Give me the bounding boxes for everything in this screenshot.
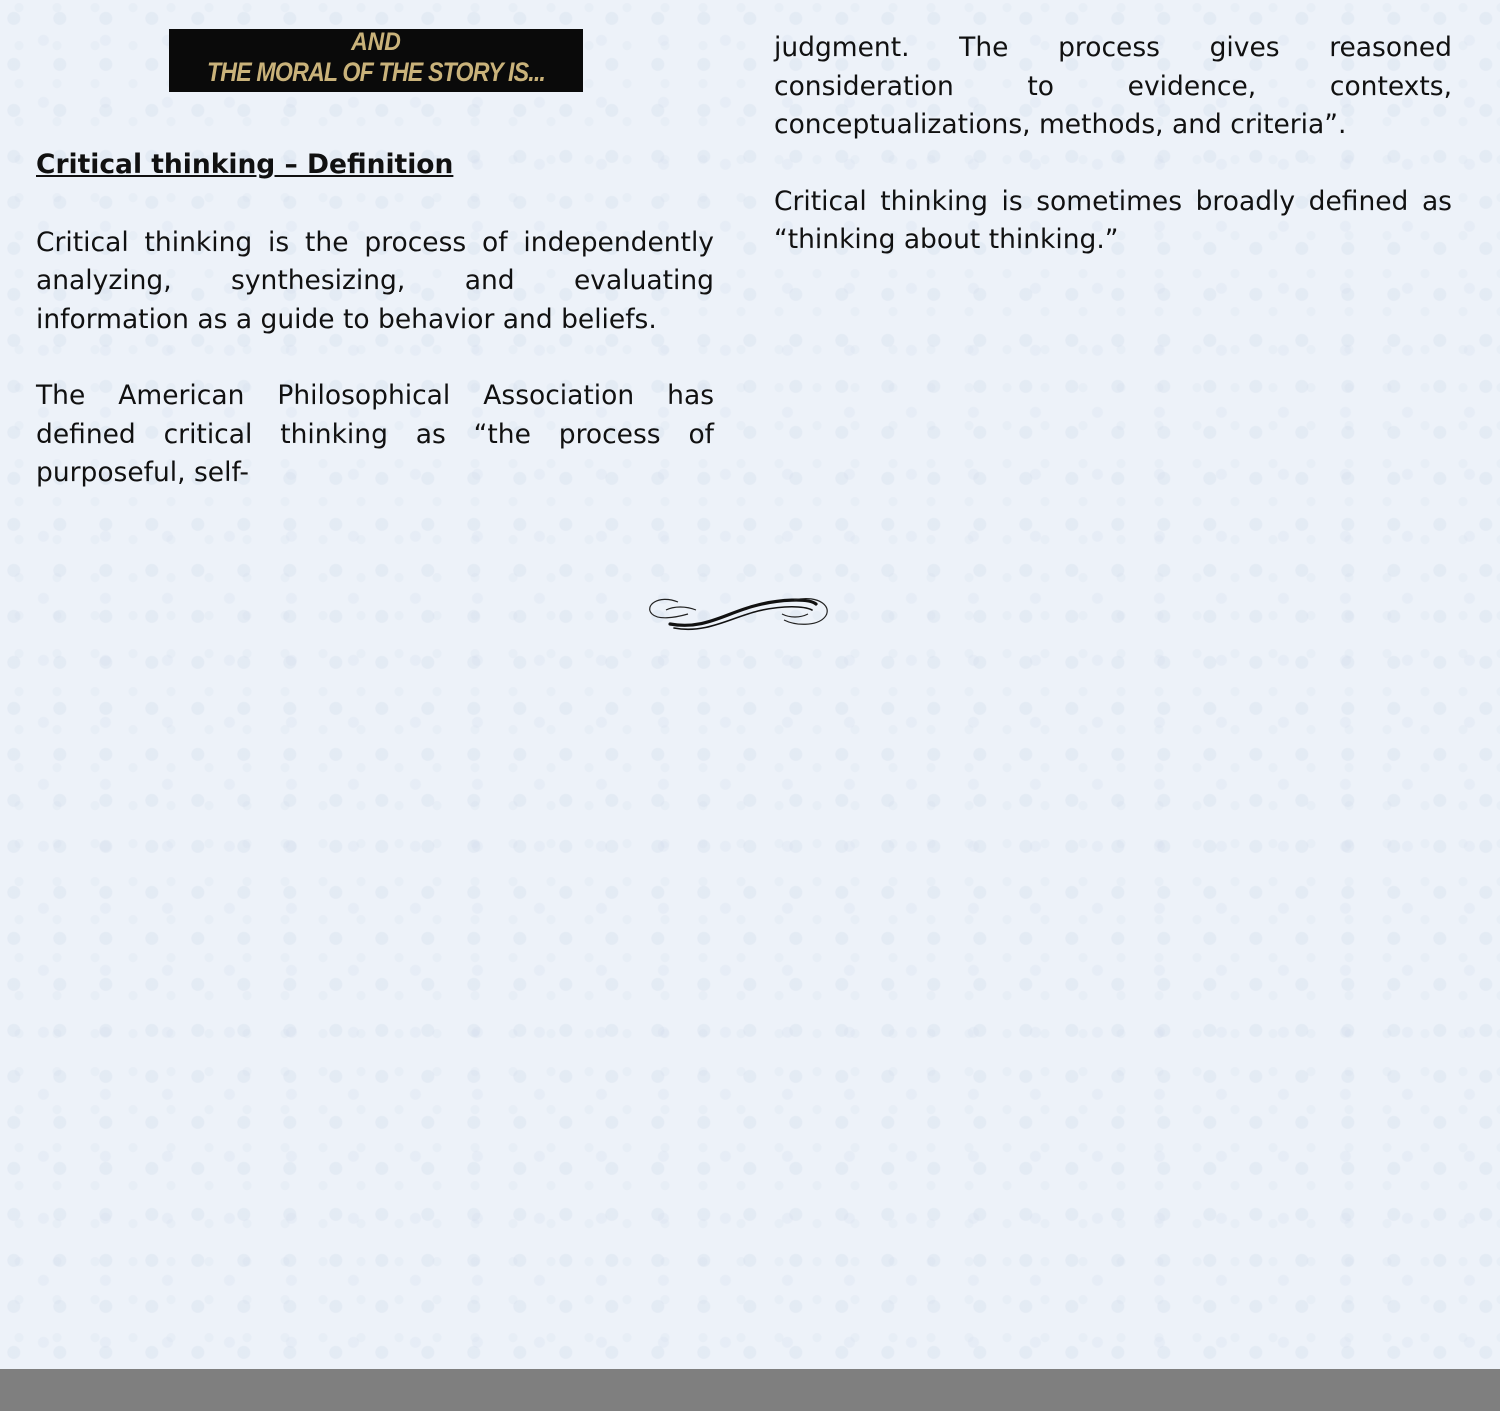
definition-paragraph: Critical thinking is the process of independently analyzing, synthesizing, and evaluating information as a guide to behavior and beliefs. [36,226,714,335]
right-column [774,29,1452,298]
flourish-divider-icon [644,588,830,636]
banner-line-1: AND [351,28,401,56]
footer-bar [0,1369,1500,1411]
apa-definition-paragraph: The American Philosophical Association has defined critical thinking as “the process of purposeful, self- [36,380,714,488]
moral-of-the-story-banner [169,29,583,92]
left-column [36,146,714,531]
broad-definition-paragraph: Critical thinking is sometimes broadly defined as “thinking about thinking.” [774,185,1452,255]
banner-line-2: THE MORAL OF THE STORY IS... [206,57,546,87]
apa-definition-continued-paragraph: judgment. The process gives reasoned consideration to evidence, contexts, conceptualizations, methods, and criteria”. [774,32,1452,140]
section-heading: Critical thinking – Definition [36,149,454,180]
